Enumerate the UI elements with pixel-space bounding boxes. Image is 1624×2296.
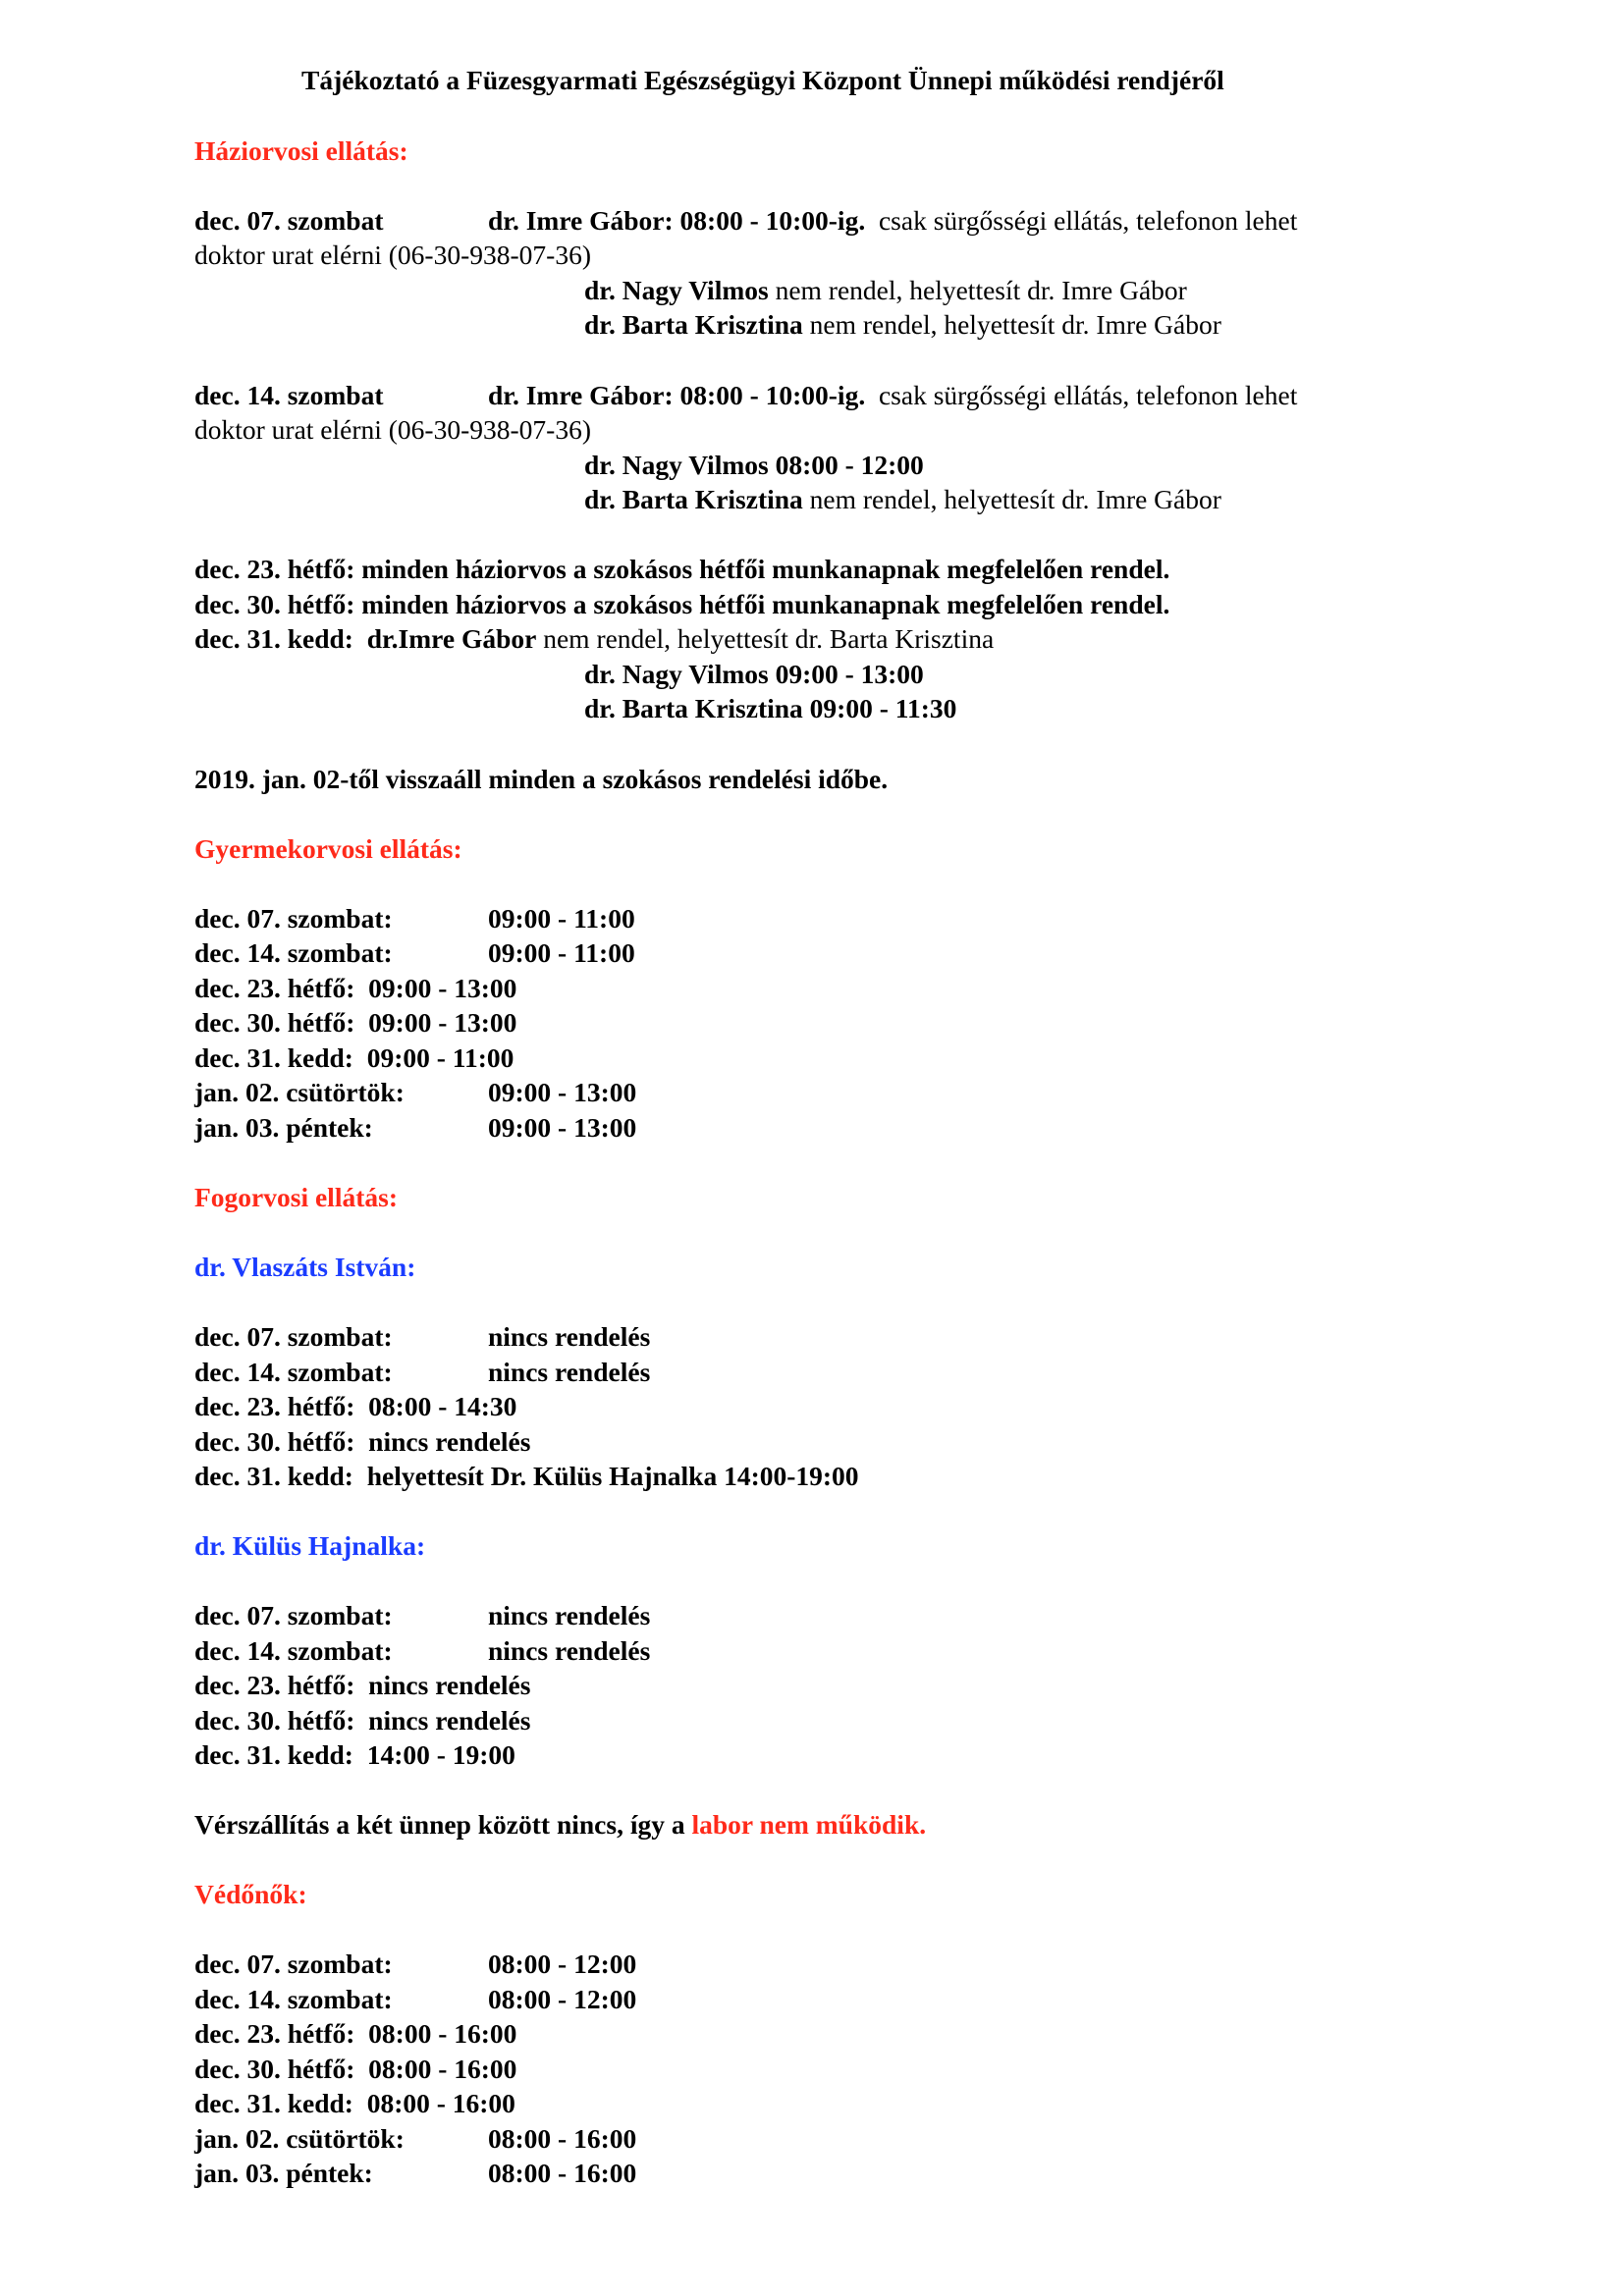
schedule-row-label: jan. 02. csütörtök: [194,2123,405,2154]
labor-warning: labor nem működik. [691,1809,927,1840]
schedule-row-value: 08:00 - 12:00 [488,1949,637,1979]
schedule-row-value: 09:00 - 11:00 [488,903,635,934]
subheading-vlaszats: dr. Vlaszáts István: [194,1252,416,1282]
schedule-row-label: dec. 31. kedd: 14:00 - 19:00 [194,1739,515,1770]
note: csak sürgősségi ellátás, telefonon lehet [865,205,1298,236]
labor-note [194,1811,926,1839]
schedule-row-label: dec. 23. hétfő: 08:00 - 16:00 [194,2018,517,2049]
schedule-row-label: dec. 23. hétfő: 09:00 - 13:00 [194,973,517,1003]
schedule-row-value: nincs rendelés [488,1321,651,1352]
note: csak sürgősségi ellátás, telefonon lehet [865,380,1298,410]
schedule-row-label: dec. 31. kedd: 09:00 - 11:00 [194,1042,514,1073]
haziorvos-dec31 [194,625,994,653]
schedule-row-value: 08:00 - 16:00 [488,2123,637,2154]
schedule-row-value: 09:00 - 13:00 [488,1077,637,1107]
section-heading-vedonok: Védőnők: [194,1879,307,1909]
schedule-row-value: nincs rendelés [488,1635,651,1666]
section-heading-gyermekorvos: Gyermekorvosi ellátás: [194,833,462,864]
schedule-row-label: dec. 07. szombat: [194,1949,393,1979]
sub-text: nem rendel, helyettesít dr. Imre Gábor [768,275,1187,305]
schedule-row-label: jan. 03. péntek: [194,2158,373,2188]
label: dec. 31. kedd: dr.Imre Gábor [194,623,537,654]
sub-text: nem rendel, helyettesít dr. Imre Gábor [802,484,1221,514]
haziorvos-back-note: 2019. jan. 02-től visszaáll minden a szokásos rendelési időbe. [194,764,889,794]
haziorvos-dec31-sub1: dr. Nagy Vilmos 09:00 - 13:00 [584,659,924,689]
haziorvos-dec30: dec. 30. hétfő: minden háziorvos a szokásos hétfői munkanapnak megfelelően rendel. [194,589,1170,619]
schedule-row-label: dec. 30. hétfő: 08:00 - 16:00 [194,2054,517,2084]
section-heading-fogorvos: Fogorvosi ellátás: [194,1182,398,1212]
schedule-row-label: jan. 03. péntek: [194,1112,373,1143]
haziorvos-dec07-sub1 [584,277,1187,304]
schedule-row-label: dec. 31. kedd: helyettesít Dr. Külüs Hajnalka 14:00-19:00 [194,1461,859,1491]
schedule-row-value: 09:00 - 11:00 [488,937,635,968]
section-heading-haziorvos: Háziorvosi ellátás: [194,135,408,166]
schedule-row-value: nincs rendelés [488,1357,651,1387]
haziorvos-dec31-sub2: dr. Barta Krisztina 09:00 - 11:30 [584,693,957,723]
schedule-row-label: dec. 07. szombat: [194,1321,393,1352]
schedule-row-label: dec. 30. hétfő: nincs rendelés [194,1426,531,1457]
haziorvos-dec14-line [194,382,383,409]
schedule-row-label: jan. 02. csütörtök: [194,1077,405,1107]
schedule-row-label: dec. 23. hétfő: 08:00 - 14:30 [194,1391,517,1421]
doctor: dr. Imre Gábor: 08:00 - 10:00-ig. [488,380,866,410]
schedule-row-label: dec. 07. szombat: [194,1600,393,1630]
schedule-row-label: dec. 14. szombat: [194,1635,393,1666]
haziorvos-dec07-line [194,207,383,235]
haziorvos-dec14-note2: doktor urat elérni (06-30-938-07-36) [194,414,591,445]
schedule-row-label: dec. 14. szombat: [194,1984,393,2014]
schedule-row-label: dec. 07. szombat: [194,903,393,934]
haziorvos-dec14-detail [488,382,1297,409]
doctor-name: dr. Barta Krisztina [584,484,803,514]
schedule-row-value: nincs rendelés [488,1600,651,1630]
labor-text: Vérszállítás a két ünnep között nincs, így a [194,1809,692,1840]
text: nem rendel, helyettesít dr. Barta Krisztina [536,623,995,654]
date: dec. 14. szombat [194,380,384,410]
schedule-row-value: 09:00 - 13:00 [488,1112,637,1143]
schedule-row-label: dec. 14. szombat: [194,1357,393,1387]
haziorvos-dec14-sub2 [584,486,1221,513]
haziorvos-dec07-note2: doktor urat elérni (06-30-938-07-36) [194,240,591,270]
schedule-row-label: dec. 23. hétfő: nincs rendelés [194,1670,531,1700]
doctor: dr. Imre Gábor: 08:00 - 10:00-ig. [488,205,866,236]
schedule-row-label: dec. 31. kedd: 08:00 - 16:00 [194,2088,515,2118]
date: dec. 07. szombat [194,205,384,236]
schedule-row-label: dec. 30. hétfő: 09:00 - 13:00 [194,1007,517,1038]
doctor-name: dr. Nagy Vilmos [584,275,769,305]
haziorvos-dec07-detail [488,207,1297,235]
subheading-kulus: dr. Külüs Hajnalka: [194,1530,426,1561]
page-title: Tájékoztató a Füzesgyarmati Egészségügyi Központ Ünnepi működési rendjéről [301,65,1224,95]
haziorvos-dec14-sub1: dr. Nagy Vilmos 08:00 - 12:00 [584,450,924,480]
schedule-row-label: dec. 30. hétfő: nincs rendelés [194,1705,531,1735]
haziorvos-dec23: dec. 23. hétfő: minden háziorvos a szokásos hétfői munkanapnak megfelelően rendel. [194,554,1170,584]
schedule-row-label: dec. 14. szombat: [194,937,393,968]
sub-text: nem rendel, helyettesít dr. Imre Gábor [802,309,1221,340]
haziorvos-dec07-sub2 [584,311,1221,339]
schedule-row-value: 08:00 - 12:00 [488,1984,637,2014]
schedule-row-value: 08:00 - 16:00 [488,2158,637,2188]
doctor-name: dr. Barta Krisztina [584,309,803,340]
